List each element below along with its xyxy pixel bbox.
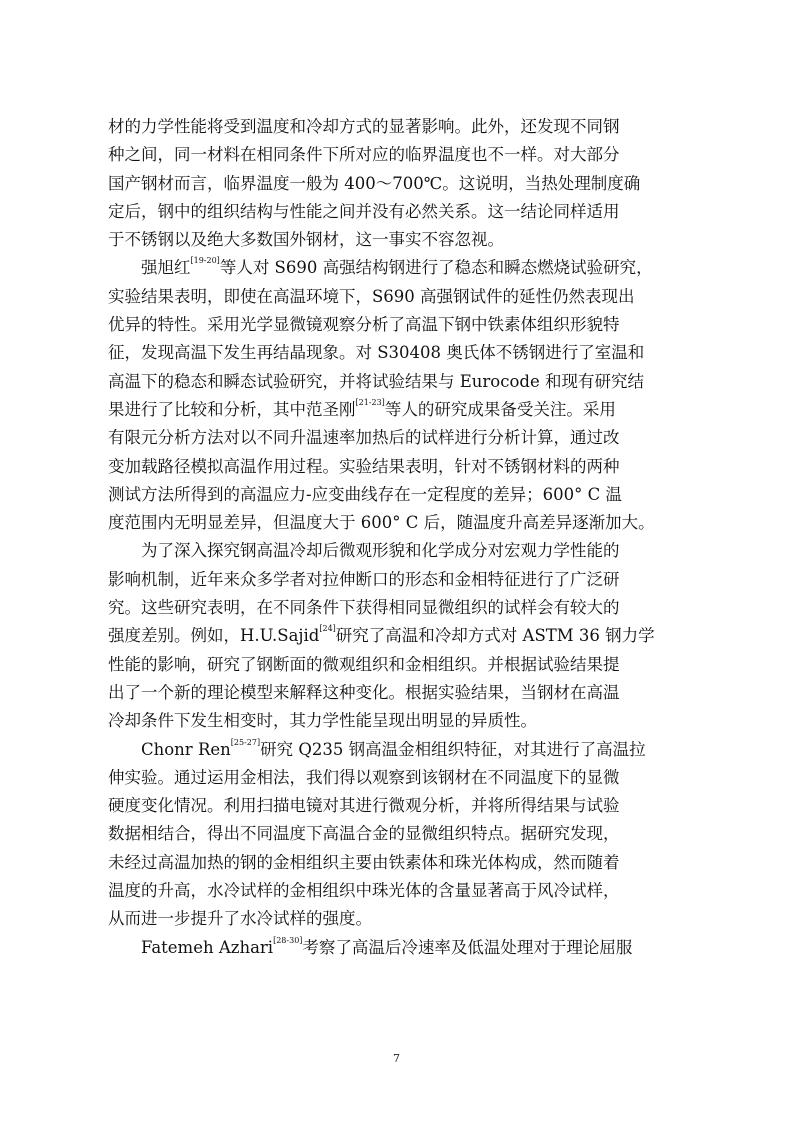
text-line [108,707,688,735]
text-line [108,226,688,254]
line-text: 从而进一步提升了水冷试样的强度。 [108,909,372,929]
line-text: 高温下的稳态和瞬态试验研究，并将试验结果与 Eurocode 和现有研究结 [108,371,644,391]
line-text: Chonr Ren [108,739,231,759]
line-text: 究。这些研究表明，在不同条件下获得相同显微组织的试样会有较大的 [108,598,620,618]
text-line [108,651,688,679]
text-line [108,566,688,594]
text-line [108,339,688,367]
line-text: 优异的特性。采用光学显微镜观察分析了高温下钢中铁素体组织形貌特 [108,315,620,335]
citation-ref: [19-20] [190,256,220,266]
line-text: 有限元分析方法对以不同升温速率加热后的试样进行分析计算，通过改 [108,428,620,448]
line-text: 度范围内无明显差异，但温度大于 600° C 后，随温度升高差异逐渐加大。 [108,513,655,533]
text-line [108,141,688,169]
line-text-continued: 考察了高温后冷速率及低温处理对于理论屈服 [302,937,633,957]
line-text: 强旭红 [108,258,191,278]
text-line [108,679,688,707]
line-text: 性能的影响，研究了钢断面的微观组织和金相组织。并根据试验结果提 [108,654,620,674]
citation-ref: [21-23] [355,397,385,407]
line-text: 强度差别。例如，H.U.Sajid [108,626,320,646]
text-line [108,820,688,848]
text-line [108,934,688,962]
line-text: 测试方法所得到的高温应力-应变曲线存在一定程度的差异；600° C 温 [108,484,622,504]
line-text-continued: 等人的研究成果备受关注。采用 [384,399,616,419]
text-line [108,849,688,877]
text-line [108,736,688,764]
line-text: 温度的升高，水冷试样的金相组织中珠光体的含量显著高于风冷试样， [108,881,620,901]
line-text: 未经过高温加热的钢的金相组织主要由铁素体和珠光体构成，然而随着 [108,852,620,872]
citation-ref: [25-27] [230,737,261,747]
text-line [108,170,688,198]
line-text: 数据相结合，得出不同温度下高温合金的显微组织特点。据研究发现， [108,824,620,844]
text-line [108,453,688,481]
line-text: 国产钢材而言，临界温度一般为 400～700℃。这说明，当热处理制度确 [108,173,641,193]
text-line [108,481,688,509]
page-number: 7 [393,1052,400,1065]
line-text: 冷却条件下发生相变时，其力学性能呈现出明显的异质性。 [108,711,537,731]
text-line [108,368,688,396]
line-text: 为了深入探究钢高温冷却后微观形貌和化学成分对宏观力学性能的 [108,541,620,561]
line-text: 出了一个新的理论模型来解释这种变化。根据实验结果，当钢材在高温 [108,682,620,702]
text-line [108,311,688,339]
line-text: Fatemeh Azhari [108,937,274,957]
line-text: 定后，钢中的组织结构与性能之间并没有必然关系。这一结论同样适用 [108,201,620,221]
text-line [108,254,688,282]
line-text: 果进行了比较和分析，其中范圣刚 [108,399,356,419]
line-text: 种之间，同一材料在相同条件下所对应的临界温度也不一样。对大部分 [108,145,620,165]
line-text-continued: 研究了高温和冷却方式对 ASTM 36 钢力学 [335,626,655,646]
text-line [108,537,688,565]
text-line [108,113,688,141]
text-line [108,622,688,650]
citation-ref: [28-30] [273,935,303,945]
text-line [108,792,688,820]
body-text [108,113,688,962]
text-line [108,283,688,311]
citation-ref: [24] [319,624,336,634]
text-line [108,905,688,933]
line-text: 硬度变化情况。利用扫描电镜对其进行微观分析，并将所得结果与试验 [108,796,620,816]
text-line [108,764,688,792]
line-text: 材的力学性能将受到温度和冷却方式的显著影响。此外，还发现不同钢 [108,117,620,136]
text-line [108,509,688,537]
line-text: 伸实验。通过运用金相法，我们得以观察到该钢材在不同温度下的显微 [108,767,620,787]
line-text: 征，发现高温下发生再结晶现象。对 S30408 奥氏体不锈钢进行了室温和 [108,343,645,363]
text-line [108,424,688,452]
line-text: 实验结果表明，即使在高温环境下，S690 高强钢试件的延性仍然表现出 [108,286,635,306]
text-line [108,198,688,226]
line-text-continued: 等人对 S690 高强结构钢进行了稳态和瞬态燃烧试验研究， [219,258,653,278]
line-text-continued: 研究 Q235 钢高温金相组织特征，对其进行了高温拉 [260,739,646,759]
text-line [108,594,688,622]
text-line [108,877,688,905]
text-line [108,396,688,424]
line-text: 于不锈钢以及绝大多数国外钢材，这一事实不容忽视。 [108,230,504,250]
line-text: 变加载路径模拟高温作用过程。实验结果表明，针对不锈钢材料的两种 [108,456,620,476]
line-text: 影响机制，近年来众多学者对拉伸断口的形态和金相特征进行了广泛研 [108,569,620,589]
